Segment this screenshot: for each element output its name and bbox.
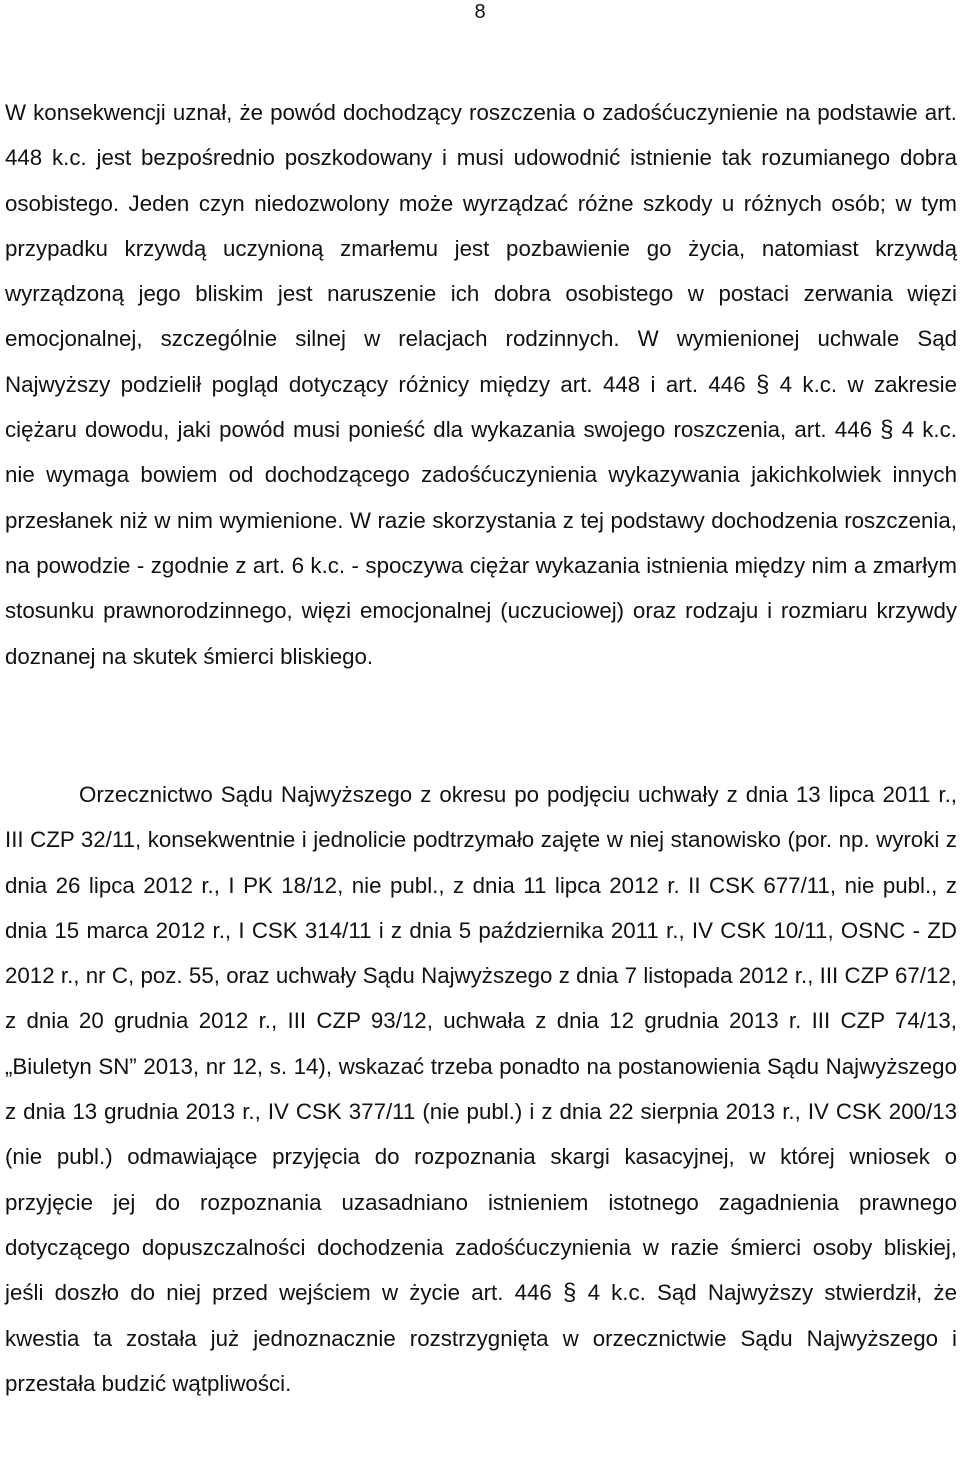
section-sign: § — [880, 416, 894, 444]
paragraph-1-text-a: W konsekwencji uznał, że powód dochodzący roszczenia o zadośćuczynienie na podstawie art. 448 k.c. jest bezpośrednio poszkodowany i musi udowodnić istnienie tak rozumianego dobra osobistego. Jeden czyn niedozwolony może wyrządzać różne szkody u różnych osób; w tym przypadku krzywdą uczynioną zmarłemu jest pozbawienie go życia, natomiast krzywdą wyrządzoną jego bliskim jest naruszenie ich dobra osobistego w postaci zerwania więzi emocjonalnej, szczególnie silnej w relacjach rodzinnych. W wymienionej uchwale Sąd Najwyższy podzielił pogląd dotyczący różnicy między art. 448 i art. 446 — [5, 100, 957, 397]
section-sign: § — [755, 370, 770, 398]
paragraph-1-text-b: 4 k.c. w zakresie ciężaru dowodu, jaki powód musi ponieść dla wykazania swojego roszczenia, art. 446 — [5, 371, 957, 443]
paragraph-1-text-c: 4 k.c. nie wymaga bowiem od dochodzącego zadośćuczynienia wykazywania jakichkolwiek innych przesłanek niż w nim wymienione. W razie skorzystania z tej podstawy dochodzenia roszczenia, na powodzie - zgodnie z art. 6 k.c. - spoczywa ciężar wykazania istnienia między nim a zmarłym stosunku prawnorodzinnego, więzi emocjonalnej (uczuciowej) oraz rodzaju i rozmiaru krzywdy doznanej na skutek śmierci bliskiego. — [5, 417, 957, 669]
paragraph-2-text-b: 4 k.c. Sąd Najwyższy stwierdził, że kwestia ta została już jednoznacznie rozstrzygnięta w orzecznictwie Sądu Najwyższego i przestała budzić wątpliwości. — [5, 1280, 957, 1396]
paragraph-2-text-a: Orzecznictwo Sądu Najwyższego z okresu po podjęciu uchwały z dnia 13 lipca 2011 r., III CZP 32/11, konsekwentnie i jednolicie podtrzymało zajęte w niej stanowisko (por. np. wyroki z dnia 26 lipca 2012 r., I PK 18/12, nie publ., z dnia 11 lipca 2012 r. II CSK 677/11, nie publ., z dnia 15 marca 2012 r., I CSK 314/11 i z dnia 5 października 2011 r., IV CSK 10/11, OSNC - ZD 2012 r., nr C, poz. 55, oraz uchwały Sądu Najwyższego z dnia 7 listopada 2012 r., III CZP 67/12, z dnia 20 grudnia 2012 r., III CZP 93/12, uchwała z dnia 12 grudnia 2013 r. III CZP 74/13, „Biuletyn SN” 2013, nr 12, s. 14), wskazać trzeba ponadto na postanowienia Sądu Najwyższego z dnia 13 grudnia 2013 r., IV CSK 377/11 (nie publ.) i z dnia 22 sierpnia 2013 r., IV CSK 200/13 (nie publ.) odmawiające przyjęcia do rozpoznania skargi kasacyjnej, w której wniosek o przyjęcie jej do rozpoznania uzasadniano istnieniem istotnego zagadnienia prawnego dotyczącego dopuszczalności dochodzenia zadośćuczynienia w razie śmierci osoby bliskiej, jeśli doszło do niej przed wejściem w życie art. 446 — [5, 782, 957, 1306]
section-sign: § — [563, 1279, 577, 1307]
page-number: 8 — [474, 1, 486, 23]
paragraph-1 — [5, 90, 957, 679]
paragraph-2 — [5, 772, 957, 1406]
